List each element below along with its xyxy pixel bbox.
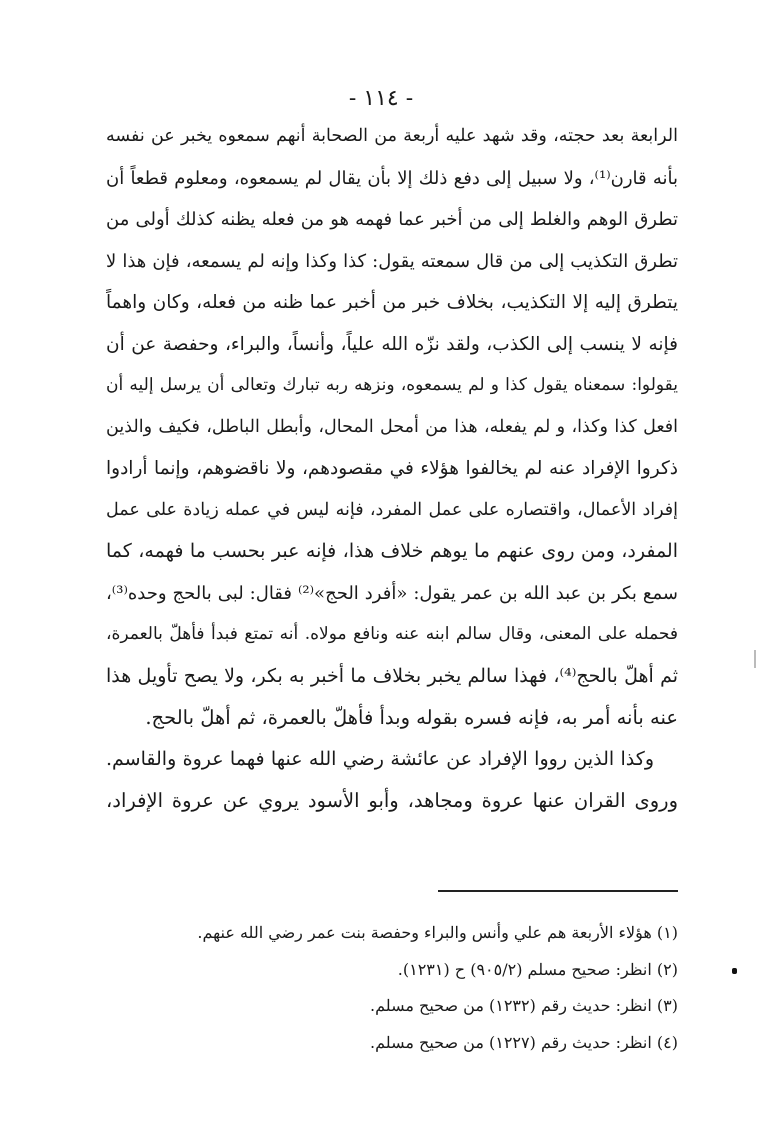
text-line: ذكروا الإفراد عنه لم يخالفوا هؤلاء في مقصودهم، ولا ناقضوهم، وإنما أرادوا <box>106 458 678 479</box>
scan-mark <box>754 650 756 668</box>
text-line: فإنه لا ينسب إلى الكذب، ولقد نزّه الله علياً، وأنساً، والبراء، وحفصة عن أن <box>106 333 678 355</box>
text-line: فحمله على المعنى، وقال سالم ابنه عنه ونافع مولاه. أنه تمتع فبدأ فأهلّ بالعمرة، <box>106 624 678 644</box>
text-line: يقولوا: سمعناه يقول كذا و لم يسمعوه، ونزهه ربه تبارك وتعالى أن يرسل إليه أن <box>106 375 678 395</box>
text-line: سمع بكر بن عبد الله بن عمر يقول: «أفرد الحج»⁽²⁾ فقال: لبى بالحج وحده⁽³⁾، <box>106 582 678 604</box>
text-line: عنه بأنه أمر به، فإنه فسره بقوله وبدأ فأهلّ بالعمرة، ثم أهلّ بالحج. <box>145 706 678 729</box>
main-text <box>106 116 678 822</box>
footnote: (٣) انظر: حديث رقم (١٢٣٢) من صحيح مسلم. <box>370 996 678 1015</box>
text-line: الرابعة بعد حجته، وقد شهد عليه أربعة من الصحابة أنهم سمعوه يخبر عن نفسه <box>106 126 678 146</box>
text-line: بأنه قارن⁽¹⁾، ولا سبيل إلى دفع ذلك إلا بأن يقال لم يسمعوه، ومعلوم قطعاً أن <box>106 167 678 189</box>
text-line: المفرد، ومن روى عنهم ما يوهم خلاف هذا، فإنه عبر بحسب ما فهمه، كما <box>106 540 678 562</box>
footnote-divider <box>438 890 678 892</box>
text-line: وكذا الذين رووا الإفراد عن عائشة رضي الله عنها فهما عروة والقاسم. <box>106 747 654 770</box>
text-line: يتطرق إليه إلا التكذيب، بخلاف خبر من أخبر عما ظنه من فعله، وكان واهماً <box>106 292 678 313</box>
text-line: ثم أهلّ بالحج⁽⁴⁾، فهذا سالم يخبر بخلاف ما أخبر به بكر، ولا يصح تأويل هذا <box>106 664 678 687</box>
footnote: (٢) انظر: صحيح مسلم (٩٠٥/٢) ح (١٢٣١). <box>397 959 678 979</box>
footnotes <box>106 915 678 1061</box>
text-line: وروى القران عنها عروة ومجاهد، وأبو الأسود يروي عن عروة الإفراد، <box>106 789 678 812</box>
page-number: - ١١٤ - <box>348 86 414 111</box>
footnote: (٤) انظر: حديث رقم (١٢٢٧) من صحيح مسلم. <box>370 1032 678 1052</box>
text-line: إفراد الأعمال، واقتصاره على عمل المفرد، فإنه ليس في عمله زيادة على عمل <box>106 499 678 520</box>
text-line: تطرق التكذيب إلى من قال سمعته يقول: كذا وكذا وإنه لم يسمعه، فإن هذا لا <box>106 250 678 272</box>
text-line: افعل كذا وكذا، و لم يفعله، هذا من أمحل المحال، وأبطل الباطل، فكيف والذين <box>106 416 678 437</box>
text-line: تطرق الوهم والغلط إلى من أخبر عما فهمه هو من فعله يظنه كذلك أولى من <box>106 209 678 230</box>
footnote: (١) هؤلاء الأربعة هم علي وأنس والبراء وحفصة بنت عمر رضي الله عنهم. <box>197 923 678 942</box>
scan-speck <box>732 968 737 974</box>
